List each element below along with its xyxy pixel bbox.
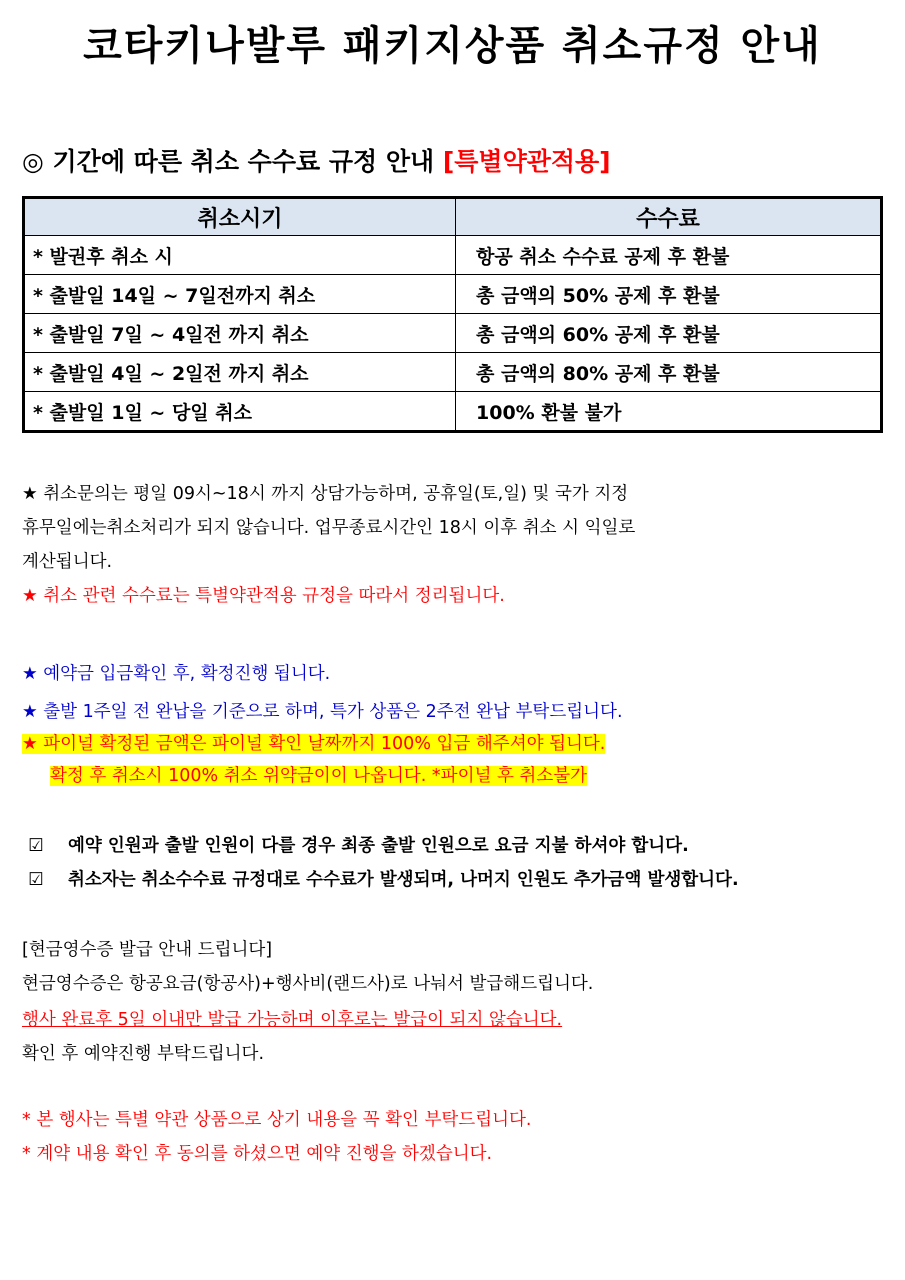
final-note-line1-text: ★ 파이널 확정된 금액은 파이널 확인 날짜까지 100% 입금 해주셔야 됩니다. (22, 734, 606, 754)
period-cell: * 출발일 1일 ~ 당일 취소 (24, 392, 456, 432)
full-payment-note: ★ 출발 1주일 전 완납을 기준으로 하며, 특가 상품은 2주전 완납 부탁드립니다. (22, 702, 623, 722)
people-note-line2 (22, 866, 739, 891)
table-row (24, 236, 882, 275)
checkbox-icon: ☑ (22, 836, 44, 856)
people-note-line1 (22, 832, 689, 857)
period-cell: * 출발일 4일 ~ 2일전 까지 취소 (24, 353, 456, 392)
column-header-fee: 수수료 (456, 198, 882, 236)
period-cell: * 발권후 취소 시 (24, 236, 456, 275)
footer-note-line1: * 본 행사는 특별 약관 상품으로 상기 내용을 꼭 확인 부탁드립니다. (22, 1110, 532, 1130)
fee-cell: 총 금액의 80% 공제 후 환불 (456, 353, 882, 392)
period-cell: * 출발일 7일 ~ 4일전 까지 취소 (24, 314, 456, 353)
page-title: 코타키나발루 패키지상품 취소규정 안내 (83, 23, 822, 69)
fee-cell: 총 금액의 50% 공제 후 환불 (456, 275, 882, 314)
table-row (24, 275, 882, 314)
table-row (24, 314, 882, 353)
period-cell: * 출발일 14일 ~ 7일전까지 취소 (24, 275, 456, 314)
inquiry-note-line1: ★ 취소문의는 평일 09시~18시 까지 상담가능하며, 공휴일(토,일) 및 국가 지정 (22, 484, 629, 504)
fee-cell: 총 금액의 60% 공제 후 환불 (456, 314, 882, 353)
receipt-line1: 현금영수증은 항공요금(항공사)+행사비(랜드사)로 나눠서 발급해드립니다. (22, 974, 594, 994)
inquiry-note-line3: 계산됩니다. (22, 552, 113, 572)
fee-cell: 100% 환불 불가 (456, 392, 882, 432)
deposit-note: ★ 예약금 입금확인 후, 확정진행 됩니다. (22, 664, 331, 684)
final-note-line2-text: 확정 후 취소시 100% 취소 위약금이이 나옵니다. *파이널 후 취소불가 (50, 766, 588, 786)
section-heading-text: ◎ 기간에 따른 취소 수수료 규정 안내 (22, 147, 435, 176)
table-row (24, 392, 882, 432)
inquiry-note-line2: 휴무일에는취소처리가 되지 않습니다. 업무종료시간인 18시 이후 취소 시 익일로 (22, 518, 636, 538)
receipt-heading: [현금영수증 발급 안내 드립니다] (22, 940, 273, 960)
final-note-line1 (22, 730, 605, 755)
column-header-period: 취소시기 (24, 198, 456, 236)
checkbox-icon: ☑ (22, 870, 44, 890)
cancellation-fee-table (22, 196, 883, 433)
fee-rule-note: ★ 취소 관련 수수료는 특별약관적용 규정을 따라서 정리됩니다. (22, 586, 505, 606)
footer-note-line2: * 계약 내용 확인 후 동의를 하셨으면 예약 진행을 하겠습니다. (22, 1144, 493, 1164)
people-note-line2-text: 취소자는 취소수수료 규정대로 수수료가 발생되며, 나머지 인원도 추가금액 발생합니다. (68, 870, 739, 890)
receipt-line2: 행사 완료후 5일 이내만 발급 가능하며 이후로는 발급이 되지 않습니다. (22, 1010, 563, 1030)
special-terms-tag: [특별약관적용] (442, 147, 611, 176)
people-note-line1-text: 예약 인원과 출발 인원이 다를 경우 최종 출발 인원으로 요금 지불 하셔야 합니다. (68, 836, 689, 856)
table-header-row (24, 198, 882, 236)
fee-cell: 항공 취소 수수료 공제 후 환불 (456, 236, 882, 275)
section-heading (22, 142, 611, 178)
receipt-line3: 확인 후 예약진행 부탁드립니다. (22, 1044, 265, 1064)
table-row (24, 353, 882, 392)
final-note-line2 (50, 762, 587, 787)
